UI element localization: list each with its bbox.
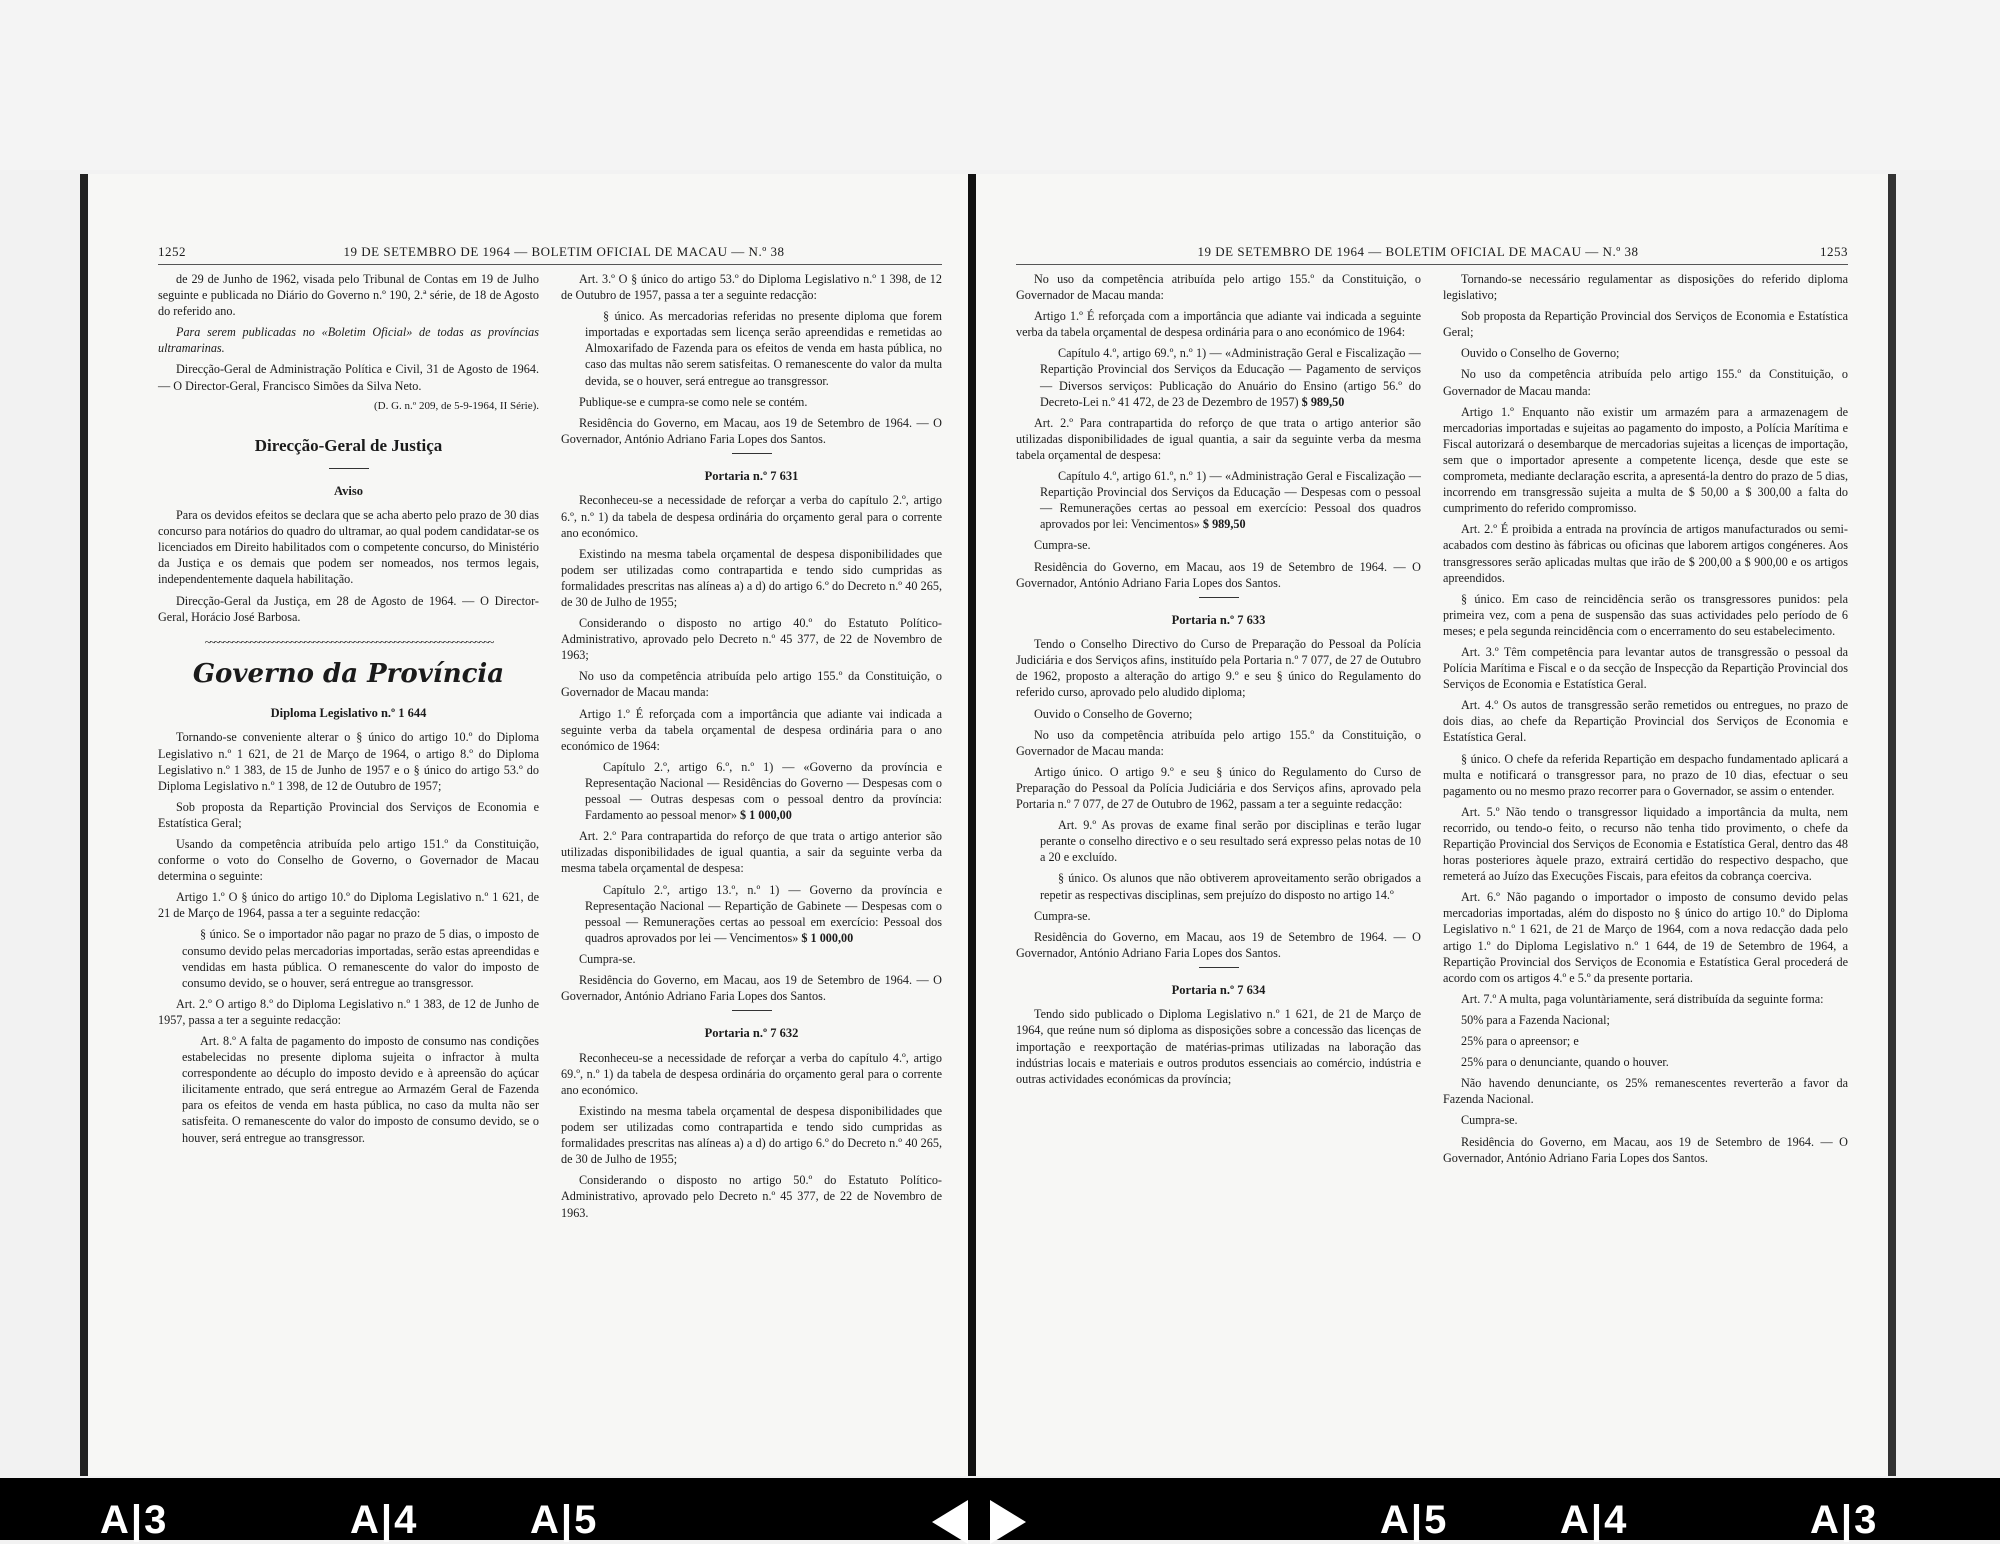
budget-item xyxy=(585,882,942,946)
paragraph: Tornando-se necessário regulamentar as disposições do referido diploma legislativo; xyxy=(1443,272,1848,303)
budget-amount: $ 1 000,00 xyxy=(801,930,854,945)
paragraph: Considerando o disposto no artigo 50.º do Estatuto Político-Administrativo, aprovado pelo Decreto n.º 45 377, de 22 de Novembro de 1963. xyxy=(561,1173,942,1220)
right-running-title: 19 DE SETEMBRO DE 1964 — BOLETIM OFICIAL DE MACAU — N.º 38 xyxy=(1197,244,1639,259)
film-frame-mark: A|3 xyxy=(1810,1498,1879,1542)
left-running-head xyxy=(158,244,942,265)
divider xyxy=(732,1010,772,1011)
film-frame-mark: A|3 xyxy=(100,1498,169,1542)
paragraph: Residência do Governo, em Macau, aos 19 de Setembro de 1964. — O Governador, António Adriano Faria Lopes dos Santos. xyxy=(1016,929,1421,960)
paragraph: Cumpra-se. xyxy=(1034,908,1091,923)
film-arrow-left-icon xyxy=(932,1500,968,1544)
paragraph: Publique-se e cumpra-se como nele se contém. xyxy=(579,394,808,409)
document-heading: Diploma Legislativo n.º 1 644 xyxy=(270,705,427,720)
paragraph: Artigo 1.º Enquanto não existir um armazém para a armazenagem de mercadorias importadas e sujeitas ao pagamento do imposto, a Polícia Marítima e Fiscal autorizará o desembarque de mercadorias sujeitas a licenças de importação, sem que o importador apresente a competente licença, desde que este se comprometa, mediante declaração escrita, a apresentá-la dentro do prazo de 5 dias, incorrendo em transgressão sujeita a multa de $ 50,00 a $ 300,00 a falta do cumprimento do referido compromisso. xyxy=(1443,404,1848,516)
paragraph: § único. O chefe da referida Repartição em despacho fundamentado aplicará a multa e notificará o transgressor para, no prazo de 10 dias, efectuar o seu pagamento ou no mesmo prazo recorrer para o Governador, se assim o entender. xyxy=(1443,751,1848,798)
right-column-2 xyxy=(1443,271,1848,1171)
paragraph: Residência do Governo, em Macau, aos 19 de Setembro de 1964. — O Governador, António Adriano Faria Lopes dos Santos. xyxy=(561,972,942,1004)
paragraph: Cumpra-se. xyxy=(1034,538,1091,553)
budget-amount: $ 989,50 xyxy=(1202,517,1246,532)
document-heading: Portaria n.º 7 632 xyxy=(704,1026,799,1041)
paragraph: Art. 5.º Não tendo o transgressor liquidado a importância da multa, nem recorrido, ou tendo-o feito, o recurso não tenha tido provimento, o chefe da Repartição Provincial dos Serviços de Economia e Estatística Geral, dentro das 48 horas posteriores àquele prazo, extrairá certidão do respectivo despacho, que remeterá ao Juízo das Execuções Fiscais, para efeitos da cobrança coerciva. xyxy=(1443,804,1848,884)
paragraph: Art. 3.º Têm competência para levantar autos de transgressão o pessoal da Polícia Marítima e Fiscal e o da secção de Inspecção da Repartição Provincial dos Serviços de Economia e Estatística Geral. xyxy=(1443,644,1848,692)
paragraph: Para os devidos efeitos se declara que se acha aberto pelo prazo de 30 dias concurso para notários do quadro do ultramar, ao qual podem candidatar-se os licenciados em Direito habilitados com o competente concurso, do Ministério da Justiça e os demais que podem ser nomeados, nos termos legais, independentemente daquela habilitação. xyxy=(158,508,540,587)
right-running-head xyxy=(1016,244,1848,265)
paragraph: Tendo o Conselho Directivo do Curso de Preparação do Pessoal da Polícia Judiciária e dos Serviços afins, instituído pela Portaria n.º 7 077, de 27 de Outubro de 1962, proposto a alteração do artigo 9.º e seu § único do Regulamento do referido curso, aprovado pelo aludido diploma; xyxy=(1016,637,1421,700)
divider xyxy=(732,453,772,454)
divider xyxy=(1199,967,1239,968)
paragraph: Residência do Governo, em Macau, aos 19 de Setembro de 1964. — O Governador, António Adriano Faria Lopes dos Santos. xyxy=(1443,1134,1848,1165)
paragraph: Ouvido o Conselho de Governo; xyxy=(1034,706,1193,721)
section-title: Governo da Província xyxy=(192,658,505,689)
paragraph: Tendo sido publicado o Diploma Legislativo n.º 1 621, de 21 de Março de 1964, que reúne num só diploma as disposições sobre a concessão das licenças de importação e reexportação de matérias-primas utilizadas na laboração das indústrias locais e materiais e outros produtos essenciais ao comércio, indústria e outras actividades económicas da província; xyxy=(1016,1007,1421,1086)
paragraph: Ouvido o Conselho de Governo; xyxy=(1461,346,1620,361)
paragraph: Art. 2.º Para contrapartida do reforço de que trata o artigo anterior são utilizadas disponibilidades de igual quantia, a sair da seguinte verba da mesma tabela orçamental de despesa: xyxy=(561,829,942,876)
divider xyxy=(1199,597,1239,598)
paragraph: Tornando-se conveniente alterar o § único do artigo 10.º do Diploma Legislativo n.º 1 621, de 21 de Março de 1964, o artigo 8.º do Diploma Legislativo n.º 1 383, de 15 de Junho de 1957 e o § único do artigo 53.º do Diploma Legislativo n.º 1 398, de 12 de Outubro de 1957; xyxy=(158,730,539,793)
paragraph: Artigo 1.º É reforçada com a importância que adiante vai indicada a seguinte verba da tabela orçamental de despesa ordinária para o ano económico de 1964: xyxy=(561,706,942,753)
budget-item xyxy=(1040,468,1421,532)
scan-background xyxy=(0,0,2000,170)
paragraph: Existindo na mesma tabela orçamental de despesa disponibilidades que podem ser utilizadas como contrapartida e tendo sido cumpridas as formalidades prescritas nas alíneas a) a d) do artigo 6.º do Decreto n.º 40 265, de 30 de Julho de 1955; xyxy=(561,1103,942,1167)
right-page-number: 1253 xyxy=(1820,244,1848,259)
paragraph: Art. 2.º O artigo 8.º do Diploma Legislativo n.º 1 383, de 12 de Junho de 1957, passa a ter a seguinte redacção: xyxy=(158,996,539,1027)
paragraph: Existindo na mesma tabela orçamental de despesa disponibilidades que podem ser utilizadas como contrapartida e tendo sido cumpridas as formalidades prescritas nas alíneas a) a d) do artigo 6.º do Decreto n.º 40 265, de 30 de Julho de 1955; xyxy=(561,546,942,609)
paragraph: Para serem publicadas no «Boletim Oficial» de todas as províncias ultramarinas. xyxy=(158,325,539,356)
budget-item xyxy=(585,759,942,823)
paragraph: Art. 2.º Para contrapartida do reforço de que trata o artigo anterior são utilizadas disponibilidades de igual quantia, a sair da seguinte verba da mesma tabela orçamental de despesa: xyxy=(1016,415,1421,462)
paragraph: Direcção-Geral de Administração Política e Civil, 31 de Agosto de 1964. — O Director-Geral, Francisco Simões da Silva Neto. xyxy=(158,362,539,393)
budget-amount: $ 1 000,00 xyxy=(740,808,792,823)
right-column-1 xyxy=(1016,271,1421,1171)
budget-item-text: Capítulo 2.º, artigo 6.º, n.º 1) — «Governo da província e Representação Nacional — Residências do Governo — Despesas com o pessoal — Outras despesas com o pessoal dentro da província: Fardamento ao pessoal menor» xyxy=(585,759,942,823)
paragraph: Cumpra-se. xyxy=(579,951,636,966)
paragraph: Usando da competência atribuída pelo artigo 151.º da Constituição, conforme o voto do Conselho de Governo, o Governador de Macau determina o seguinte: xyxy=(158,836,539,884)
budget-item-text: Capítulo 2.º, artigo 13.º, n.º 1) — Governo da província e Representação Nacional — Repartição de Gabinete — Despesas com o pessoal — Remunerações certas ao pessoal em exercício: Pessoal dos quadros aprovados por lei — Vencimentos» xyxy=(585,882,942,945)
reference: (D. G. n.º 209, de 5-9-1964, II Série). xyxy=(373,399,539,412)
paragraph: Reconheceu-se a necessidade de reforçar a verba do capítulo 2.º, artigo 6.º, n.º 1) da tabela de despesa ordinária do orçamento geral para o corrente ano económico. xyxy=(561,493,942,540)
paragraph: Sob proposta da Repartição Provincial dos Serviços de Economia e Estatística Geral; xyxy=(158,799,539,830)
paragraph: Artigo 1.º É reforçada com a importância que adiante vai indicada a seguinte verba da tabela orçamental de despesa ordinária para o ano económico de 1964: xyxy=(1016,309,1421,340)
document-heading: Portaria n.º 7 634 xyxy=(1171,982,1266,997)
paragraph: Residência do Governo, em Macau, aos 19 de Setembro de 1964. — O Governador, António Adriano Faria Lopes dos Santos. xyxy=(1016,559,1421,590)
list-item: 50% para a Fazenda Nacional; xyxy=(1461,1012,1610,1027)
paragraph: Artigo único. O artigo 9.º e seu § único do Regulamento do Curso de Preparação do Pessoal da Polícia Judiciária e dos Serviços afins, aprovado pela Portaria n.º 7 077, de 27 de Outubro de 1962, passam a ter a seguinte redacção: xyxy=(1016,764,1421,812)
quoted-paragraph: § único. Se o importador não pagar no prazo de 5 dias, o imposto de consumo devido pelas mercadorias importadas, serão estas apreendidas e vendidas em hasta pública. O remanescente do valor do imposto de consumo devido, se o houver, será entregue ao transgressor. xyxy=(182,927,539,990)
list-item: 25% para o apreensor; e xyxy=(1461,1034,1579,1049)
document-heading: Portaria n.º 7 633 xyxy=(1171,612,1266,627)
budget-item-text: Capítulo 4.º, artigo 69.º, n.º 1) — «Administração Geral e Fiscalização — Repartição Provincial dos Serviços da Educação — Pagamento de serviços — Diversos serviços: Publicação do Anuário do Ensino (artigo 56.º do Decreto-Lei n.º 41 472, de 23 de Dezembro de 1957) xyxy=(1040,346,1421,409)
paragraph: Art. 7.º A multa, paga voluntàriamente, será distribuída da seguinte forma: xyxy=(1461,991,1824,1006)
section-heading: Direcção-Geral de Justiça xyxy=(254,436,443,456)
divider xyxy=(329,468,369,469)
budget-item-text: Capítulo 4.º, artigo 61.º, n.º 1) — «Administração Geral e Fiscalização — Repartição Provincial dos Serviços da Educação — Despesas com o pessoal — Remunerações certas ao pessoal em exercício: Pessoal dos quadros aprovados por lei: Vencimentos» xyxy=(1040,469,1421,532)
paragraph: Residência do Governo, em Macau, aos 19 de Setembro de 1964. — O Governador, António Adriano Faria Lopes dos Santos. xyxy=(561,415,942,446)
quoted-paragraph: Art. 9.º As provas de exame final serão por disciplinas e terão lugar perante o conselho directivo e o seu resultado será expresso pelas notas de 10 a 20 e excluído. xyxy=(1040,818,1421,865)
left-column-2 xyxy=(561,271,942,1226)
subheading: Aviso xyxy=(334,483,363,498)
paragraph: Art. 4.º Os autos de transgressão serão remetidos ou entregues, no prazo de dois dias, ao chefe da Repartição Provincial dos Serviços de Economia e Estatística Geral. xyxy=(1443,698,1848,745)
left-running-title: 19 DE SETEMBRO DE 1964 — BOLETIM OFICIAL DE MACAU — N.º 38 xyxy=(343,244,785,259)
quoted-paragraph: § único. As mercadorias referidas no presente diploma que forem importadas e exportadas sem licença serão apreendidas e remetidas ao Almoxarifado de Fazenda para os efeitos de venda em hasta pública, no caso das multas não serem satisfeitas. O remanescente do valor da multa devida, se o houver, será entregue ao transgressor. xyxy=(585,309,942,388)
quoted-paragraph: Art. 8.º A falta de pagamento do imposto de consumo nas condições estabelecidas no presente diploma sujeita o infractor à multa correspondente ao décuplo do imposto devido e à apreensão do açúcar ilicitamente entrado, que será entregue ao Armazém Geral de Fazenda para os efeitos de venda em hasta pública, no caso da multa não ser satisfeita. O remanescente do valor do imposto de consumo devido, se o houver, será entregue ao transgressor. xyxy=(182,1034,539,1145)
paragraph: No uso da competência atribuída pelo artigo 155.º da Constituição, o Governador de Macau manda: xyxy=(1443,367,1848,398)
paragraph: Art. 6.º Não pagando o importador o imposto de consumo devido pelas mercadorias importadas, além do disposto no § único do artigo 10.º do Diploma Legislativo n.º 1 621, de 21 de Março de 1964, com a nova redacção dada pelo artigo 1.º do Diploma Legislativo n.º 1 644, de 19 de Setembro de 1964, a Repartição Provincial dos Serviços de Economia e Estatística Geral procederá de acordo com os artigos 4.º e 5.º da presente portaria. xyxy=(1443,890,1848,985)
budget-item xyxy=(1040,345,1421,409)
film-frame-mark: A|4 xyxy=(1560,1498,1629,1542)
paragraph: Sob proposta da Repartição Provincial dos Serviços de Economia e Estatística Geral; xyxy=(1443,309,1848,340)
paragraph: Artigo 1.º O § único do artigo 10.º do Diploma Legislativo n.º 1 621, de 21 de Março de 1964, passa a ter a seguinte redacção: xyxy=(158,890,539,921)
left-column-1 xyxy=(158,271,539,1226)
paragraph: de 29 de Junho de 1962, visada pelo Tribunal de Contas em 19 de Julho seguinte e publicada no Diário do Governo n.º 190, 2.ª série, de 18 de Agosto do referido ano. xyxy=(158,272,539,319)
film-frame-mark: A|4 xyxy=(350,1498,419,1542)
film-arrow-right-icon xyxy=(990,1500,1026,1544)
paragraph: § único. Em caso de reincidência serão os transgressores punidos: pela primeira vez, com a pena de suspensão das suas actividades pelo período de 6 meses; e pela segunda reincidência com o encerramento do seu estabelecimento. xyxy=(1443,591,1848,638)
film-frame-mark: A|5 xyxy=(1380,1498,1449,1542)
document-heading: Portaria n.º 7 631 xyxy=(704,468,799,483)
quoted-paragraph: § único. Os alunos que não obtiverem aproveitamento serão obrigados a repetir as respectivas disciplinas, sem prejuízo do disposto no artigo 14.º xyxy=(1040,871,1421,902)
paragraph: Considerando o disposto no artigo 40.º do Estatuto Político-Administrativo, aprovado pelo Decreto n.º 45 377, de 22 de Novembro de 1963; xyxy=(561,616,942,663)
paragraph: Direcção-Geral da Justiça, em 28 de Agosto de 1964. — O Director-Geral, Horácio José Barbosa. xyxy=(158,593,539,624)
paragraph: No uso da competência atribuída pelo artigo 155.º da Constituição, o Governador de Macau manda: xyxy=(561,669,942,700)
film-frame-mark: A|5 xyxy=(530,1498,599,1542)
budget-amount: $ 989,50 xyxy=(1301,394,1345,409)
paragraph: Art. 3.º O § único do artigo 53.º do Diploma Legislativo n.º 1 398, de 12 de Outubro de 1957, passa a ter a seguinte redacção: xyxy=(561,272,942,303)
left-page xyxy=(80,174,972,1476)
paragraph: Art. 2.º É proibida a entrada na província de artigos manufacturados ou semi-acabados com destino às fábricas ou oficinas que laborem artigos congéneres. Aos transgressores serão aplicadas multas que irão de $ 200,00 a $ 900,00 e os artigos apreendidos. xyxy=(1443,522,1848,585)
paragraph: No uso da competência atribuída pelo artigo 155.º da Constituição, o Governador de Macau manda: xyxy=(1016,727,1421,758)
right-page xyxy=(976,174,1896,1476)
list-item: 25% para o denunciante, quando o houver. xyxy=(1461,1055,1669,1070)
paragraph: Reconheceu-se a necessidade de reforçar a verba do capítulo 4.º, artigo 69.º, n.º 1) da tabela de despesa ordinária do orçamento geral para o corrente ano económico. xyxy=(561,1050,942,1097)
paragraph: Cumpra-se. xyxy=(1461,1113,1518,1128)
ornamental-divider: ~~~~~~~~~~~~~~~~~~~~~~~~~~~~~~~~~~~~~~~~~~~~~~~~~~~~~~~~~~~~~~~~ xyxy=(204,634,493,649)
left-page-number: 1252 xyxy=(158,244,186,259)
paragraph: No uso da competência atribuída pelo artigo 155.º da Constituição, o Governador de Macau manda: xyxy=(1016,272,1421,303)
paragraph: Não havendo denunciante, os 25% remanescentes reverterão a favor da Fazenda Nacional. xyxy=(1443,1076,1848,1107)
